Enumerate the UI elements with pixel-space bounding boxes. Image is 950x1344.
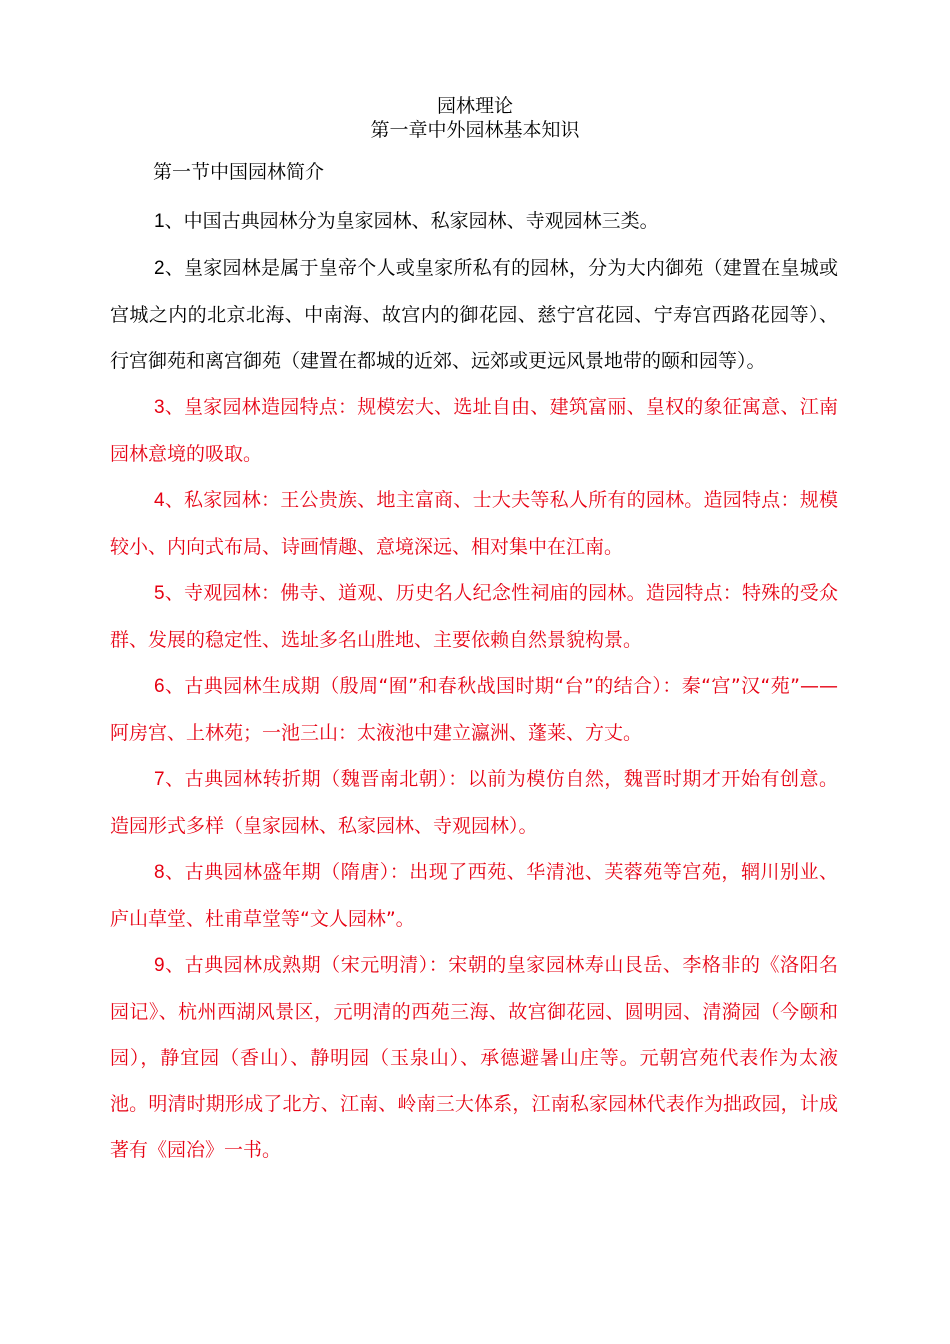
paragraph xyxy=(110,849,838,942)
paragraph-number: 5 xyxy=(154,583,165,604)
paragraph-text: 、古典园林盛年期（隋唐）：出现了西苑、华清池、芙蓉苑等宫苑，辋川别业、庐山草堂、杜甫草堂等“文人园林”。 xyxy=(110,861,838,930)
paragraph xyxy=(110,942,838,1173)
paragraph xyxy=(110,570,838,663)
paragraph xyxy=(110,663,838,756)
paragraph xyxy=(110,245,838,384)
paragraph-number: 3 xyxy=(154,397,165,418)
section-heading: 第一节中国园林简介 xyxy=(153,161,325,183)
paragraph-number: 8 xyxy=(154,862,165,883)
paragraph-text: 、寺观园林：佛寺、道观、历史名人纪念性祠庙的园林。造园特点：特殊的受众群、发展的稳定性、选址多名山胜地、主要依赖自然景貌构景。 xyxy=(110,582,838,651)
paragraph-number: 1 xyxy=(154,211,165,232)
paragraph-number: 7 xyxy=(154,769,165,790)
paragraph xyxy=(110,384,838,477)
chapter-title: 第一章中外园林基本知识 xyxy=(370,119,580,141)
paragraph-number: 4 xyxy=(154,490,165,511)
paragraph xyxy=(110,756,838,849)
paragraph-text: 、皇家园林是属于皇帝个人或皇家所私有的园林，分为大内御苑（建置在皇城或宫城之内的北京北海、中南海、故宫内的御花园、慈宁宫花园、宁寿宫西路花园等）、行宫御苑和离宫御苑（建置在都城的近郊、远郊或更远风景地带的颐和园等）。 xyxy=(110,257,838,372)
paragraph xyxy=(110,477,838,570)
paragraph-text: 、皇家园林造园特点：规模宏大、选址自由、建筑富丽、皇权的象征寓意、江南园林意境的吸取。 xyxy=(110,396,838,465)
paragraph-text: 、古典园林成熟期（宋元明清）：宋朝的皇家园林寿山艮岳、李格非的《洛阳名园记》、杭州西湖风景区，元明清的西苑三海、故宫御花园、圆明园、清漪园（今颐和园），静宜园（香山）、静明园（玉泉山）、承德避暑山庄等。元朝宫苑代表作为太液池。明清时期形成了北方、江南、岭南三大体系，江南私家园林代表作为拙政园，计成著有《园冶》一书。 xyxy=(110,954,838,1161)
paragraph-number: 9 xyxy=(154,955,165,976)
paragraph-text: 、古典园林转折期（魏晋南北朝）：以前为模仿自然，魏晋时期才开始有创意。造园形式多样（皇家园林、私家园林、寺观园林）。 xyxy=(110,768,838,837)
paragraph-text: 、私家园林：王公贵族、地主富商、士大夫等私人所有的园林。造园特点：规模较小、内向式布局、诗画情趣、意境深远、相对集中在江南。 xyxy=(110,489,838,558)
title-block xyxy=(0,94,950,142)
paragraph-text: 、古典园林生成期（殷周“囿”和春秋战国时期“台”的结合）：秦“宫”汉“苑”——阿房宫、上林苑；一池三山：太液池中建立瀛洲、蓬莱、方丈。 xyxy=(110,675,838,744)
paragraph-text: 、中国古典园林分为皇家园林、私家园林、寺观园林三类。 xyxy=(164,210,659,232)
paragraph-number: 2 xyxy=(154,258,165,279)
document-body xyxy=(110,198,838,1173)
paragraph-number: 6 xyxy=(154,676,165,697)
document-title: 园林理论 xyxy=(436,95,513,117)
paragraph xyxy=(110,198,838,245)
